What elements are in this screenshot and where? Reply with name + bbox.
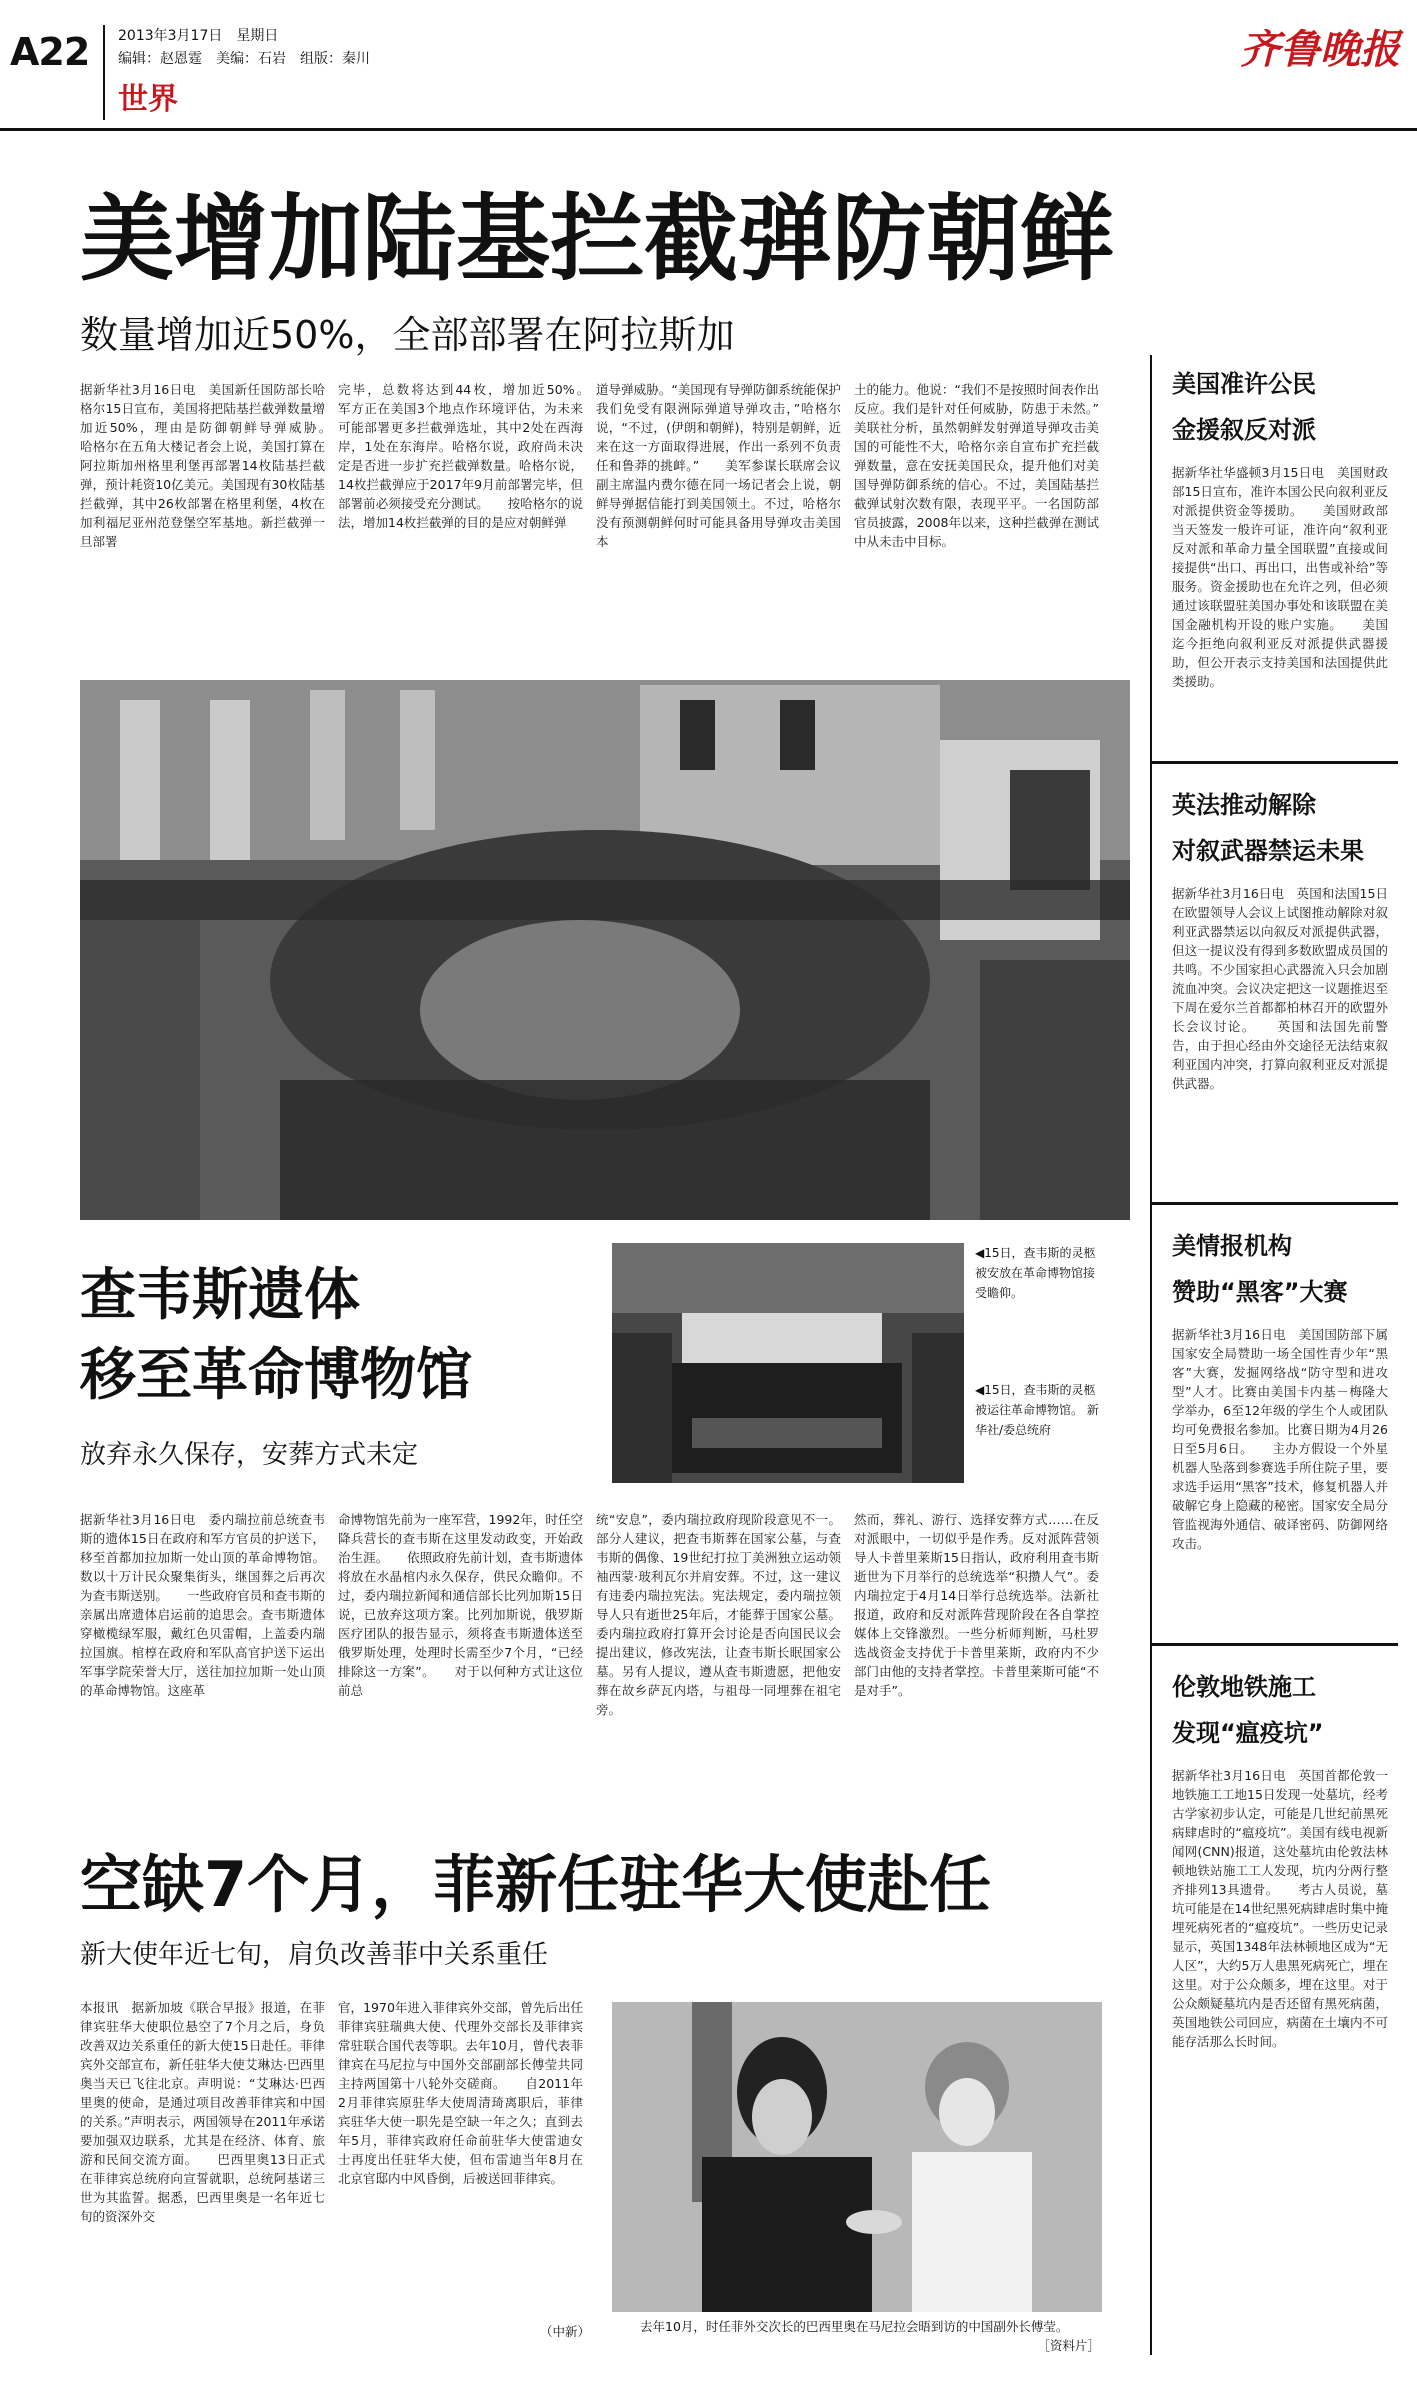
brief-4-title-line1: 伦敦地铁施工 <box>1172 1673 1316 1701</box>
brief-2-title-line1: 英法推动解除 <box>1172 791 1316 819</box>
brief-divider <box>1152 1202 1398 1205</box>
section-name: 世界 <box>118 82 178 117</box>
brief-2 <box>1152 782 1398 1184</box>
brief-4-body: 据新华社3月16日电 英国首都伦敦一地铁施工工地15日发现一处墓坑，经考古学家初步认定，可能是几世纪前黑死病肆虐时的“瘟疫坑”。美国有线电视新闻网(CNN)报道，这处墓坑由伦敦法林顿地铁站施工工人发现，坑内分两行整齐排列13具遗骨。 考古人员说，墓坑可能是在14世纪黑死病肆虐时集中掩埋死病死者的“瘟疫坑”。一些历史记录显示，英国1348年法林顿地区成为“无人区”，大约5万人患黑死病死亡，埋在这里。对于公众颇多，埋在这里。对于公众颇疑墓坑内是否还留有黑死病菌，英国地铁公司回应，病菌在土壤内不可能存活那么长时间。 <box>1172 1768 1388 2049</box>
story1-headline: 美增加陆基拦截弹防朝鲜 <box>80 185 1115 294</box>
story3-photo-caption: 去年10月，时任菲外交次长的巴西里奥在马尼拉会晤到访的中国副外长傅莹。 <box>640 2319 1069 2334</box>
story2-headline-line2: 移至革命博物馆 <box>80 1343 472 1408</box>
story1-subhead: 数量增加近50%，全部部署在阿拉斯加 <box>80 313 735 357</box>
newspaper-logo: 齐鲁晚报 <box>1240 26 1400 73</box>
masthead <box>0 0 1417 125</box>
ambassador-photo <box>612 2002 1102 2312</box>
story2-caption1: ◀15日，查韦斯的灵柩被安放在革命博物馆接受瞻仰。 <box>975 1246 1096 1300</box>
hearse-photo <box>612 1243 964 1483</box>
story3-source: （中新） <box>539 2324 590 2339</box>
brief-2-body: 据新华社3月16日电 英国和法国15日在欧盟领导人会议上试图推动解除对叙利亚武器禁运以向叙反对派提供武器，但这一提议没有得到多数欧盟成员国的共鸣。不少国家担心武器流入只会加剧流血冲突。会议决定把这一议题推迟至下周在爱尔兰首都都柏林召开的欧盟外长会议讨论。 英国和法国先前警告，由于担心经由外交途径无法结束叙利亚国内冲突，打算向叙利亚反对派提供武器。 <box>1172 886 1388 1091</box>
brief-3-title-line1: 美情报机构 <box>1172 1232 1292 1260</box>
brief-3-title-line2: 赞助“黑客”大赛 <box>1172 1278 1348 1306</box>
brief-divider <box>1152 1643 1398 1646</box>
news-briefs-sidebar <box>1150 355 1398 2355</box>
story1-col1: 据新华社3月16日电 美国新任国防部长哈格尔15日宣布，美国将把陆基拦截弹数量增加近50%，理由是防御朝鲜导弹威胁。 哈格尔在五角大楼记者会上说，美国打算在阿拉斯加州格里利堡再部署14枚陆基拦截弹，预计耗资10亿美元。美国现有30枚陆基拦截弹，其中26枚部署在格里利堡，4枚在加利福尼亚州范登堡空军基地。新拦截弹一旦部署 <box>80 382 325 549</box>
brief-2-title-line2: 对叙武器禁运未果 <box>1172 837 1364 865</box>
story1-col2: 完毕，总数将达到44枚，增加近50%。 军方正在美国3个地点作环境评估，为未来可能部署更多拦截弹选址，其中2处在西海岸，1处在东海岸。哈格尔说，政府尚未决定是否进一步扩充拦截弹数量。哈格尔说，14枚拦截弹应于2017年9月前部署完毕，但部署前必须接受充分测试。 按哈格尔的说法，增加14枚拦截弹的目的是应对朝鲜弹 <box>338 382 583 530</box>
editor-credits: 编辑：赵恩霆 美编：石岩 组版：秦川 <box>118 51 370 67</box>
brief-3-body: 据新华社3月16日电 美国国防部下属国家安全局赞助一场全国性青少年“黑客”大赛，发掘网络战“防守型和进攻型”人才。比赛由美国卡内基－梅隆大学举办，6至12年级的学生个人或团队均可免费报名参加。比赛日期为4月26日至5月6日。 主办方假设一个外星机器人坠落到参赛选手所住院子里，要求选手运用“黑客”技术，修复机器人并破解它身上隐藏的秘密。国家安全局分管监视海外通信、破译密码、防御网络攻击。 <box>1172 1327 1388 1551</box>
brief-1-title-line1: 美国准许公民 <box>1172 370 1316 398</box>
brief-divider <box>1152 761 1398 764</box>
story2-headline-line1: 查韦斯遗体 <box>80 1263 360 1328</box>
story2-col1: 据新华社3月16日电 委内瑞拉前总统查韦斯的遗体15日在政府和军方官员的护送下，移至首都加拉加斯一处山顶的革命博物馆。数以十万计民众聚集街头，继国葬之后再次为查韦斯送别。 一些政府官员和查韦斯的亲属出席遗体启运前的追思会。查韦斯遗体穿橄榄绿军服，戴红色贝雷帽，上盖委内瑞拉国旗。棺椁在政府和军队高官护送下运出军事学院荣誉大厅，送往加拉加斯一处山顶的革命博物馆。这座革 <box>80 1512 325 1698</box>
story3-col1: 本报讯 据新加坡《联合早报》报道，在菲律宾驻华大使职位悬空了7个月之后，身负改善双边关系重任的新大使15日赴任。菲律宾外交部宣布，新任驻华大使艾琳达·巴西里奥当天已飞往北京。声明说：“艾琳达·巴西里奥的使命，是通过项目改善菲律宾和中国的关系。”声明表示，两国领导在2011年承诺要加强双边联系，尤其是在经济、体育、旅游和民间交流方面。 巴西里奥13日正式在菲律宾总统府向宣誓就职，总统阿基诺三世为其监誓。据悉，巴西里奥是一名年近七旬的资深外交 <box>80 2000 325 2224</box>
masthead-rule <box>0 128 1417 131</box>
brief-4 <box>1152 1664 1398 2116</box>
brief-3 <box>1152 1223 1398 1625</box>
chavez-memorial-photo <box>80 680 1130 1220</box>
masthead-divider <box>103 25 105 120</box>
story1-col4: 土的能力。他说：“我们不是按照时间表作出反应。我们是针对任何威胁，防患于未然。” 美联社分析，虽然朝鲜发射弹道导弹攻击美国的可能性不大，哈格尔亲自宣布扩充拦截弹数量，意在安抚美国民众，提升他们对美国导弹防御系统的信心。不过，美国陆基拦截弹试射次数有限，表现平平。一名国防部官员披露，2008年以来，这种拦截弹在测试中从未击中目标。 <box>854 382 1099 549</box>
story1-col3: 道导弹威胁。“美国现有导弹防御系统能保护我们免受有限洲际弹道导弹攻击，”哈格尔说，“不过，(伊朗和朝鲜)，特别是朝鲜，近来在这一方面取得进展，作出一系列不负责任和鲁莽的挑衅。” 美军参谋长联席会议副主席温内费尔德在同一场记者会上说，朝鲜导弹据信能打到美国领土。不过，哈格尔没有预测朝鲜何时可能具备用导弹攻击美国本 <box>596 382 841 549</box>
story3-subhead: 新大使年近七旬，肩负改善菲中关系重任 <box>80 1940 549 1970</box>
brief-1-title-line2: 金援叙反对派 <box>1172 416 1316 444</box>
brief-1-body: 据新华社华盛顿3月15日电 美国财政部15日宣布，准许本国公民向叙利亚反对派提供资金等援助。 美国财政部当天签发一般许可证，准许向“叙利亚反对派和革命力量全国联盟”直接或间接提供“出口、再出口，出售或补给”等服务。资金援助也在允许之列，但必须通过该联盟驻美国办事处和该联盟在美国金融机构开设的账户实施。 美国迄今拒绝向叙利亚反对派提供武器援助，但公开表示支持美国和法国提供此类援助。 <box>1172 465 1388 689</box>
story2-caption2: ◀15日，查韦斯的灵柩被运往革命博物馆。 新华社/委总统府 <box>975 1383 1099 1437</box>
brief-1 <box>1152 361 1398 743</box>
story2-col4: 然而，葬礼、游行、选择安葬方式……在反对派眼中，一切似乎是作秀。反对派阵营领导人卡普里莱斯15日指认，政府利用查韦斯逝世为下月举行的总统选举“积攒人气”。委内瑞拉定于4月14日举行总统选举。法新社报道，政府和反对派阵营现阶段在各自掌控媒体上交锋激烈。一些分析师判断，马杜罗选战资金支持优于卡普里莱斯，政府内不少部门由他的支持者掌控。卡普里莱斯可能“不是对手”。 <box>854 1512 1099 1698</box>
issue-date: 2013年3月17日 星期日 <box>118 28 279 44</box>
story3-photo-source: ［资料片］ <box>1037 2338 1100 2353</box>
story3-headline: 空缺7个月，菲新任驻华大使赴任 <box>80 1848 992 1921</box>
story2-col2: 命博物馆先前为一座军营，1992年，时任空降兵营长的查韦斯在这里发动政变，开始政治生涯。 依照政府先前计划，查韦斯遗体将放在水晶棺内永久保存，供民众瞻仰。不过，委内瑞拉新闻和通信部长比列加斯15日说，已放弃这项方案。比列加斯说，俄罗斯医疗团队的报告显示，须将查韦斯遗体送至俄罗斯处理，处理时长需至少7个月，“已经排除这一方案”。 对于以何种方式让这位前总 <box>338 1512 583 1698</box>
story3-col2: 官，1970年进入菲律宾外交部，曾先后出任菲律宾驻瑞典大使、代理外交部长及菲律宾常驻联合国代表等职。去年10月，曾代表菲律宾在马尼拉与中国外交部副部长傅莹共同主持两国第十八轮外交磋商。 自2011年2月菲律宾原驻华大使周清琦离职后，菲律宾驻华大使一职先是空缺一年之久；直到去年5月，菲律宾政府任命前驻华大使雷迪女士再度出任驻华大使，但布雷迪当年8月在北京官邸内中风昏倒，后被送回菲律宾。 <box>338 2000 583 2186</box>
page-number: A22 <box>10 30 90 74</box>
story2-subhead: 放弃永久保存，安葬方式未定 <box>80 1440 419 1470</box>
brief-4-title-line2: 发现“瘟疫坑” <box>1172 1719 1324 1747</box>
story2-col3: 统“安息”，委内瑞拉政府现阶段意见不一。部分人建议，把查韦斯葬在国家公墓，与查韦斯的偶像、19世纪打拉丁美洲独立运动领袖西蒙·玻利瓦尔并肩安葬。不过，这一建议有违委内瑞拉宪法。宪法规定，委内瑞拉领导人只有逝世25年后，才能葬于国家公墓。委内瑞拉政府打算开会讨论是否向国民议会提出建议，修改宪法，让查韦斯长眠国家公墓。另有人提议，遵从查韦斯遗愿，把他安葬在故乡萨瓦内塔，与祖母一同埋葬在祖宅旁。 <box>596 1512 841 1717</box>
